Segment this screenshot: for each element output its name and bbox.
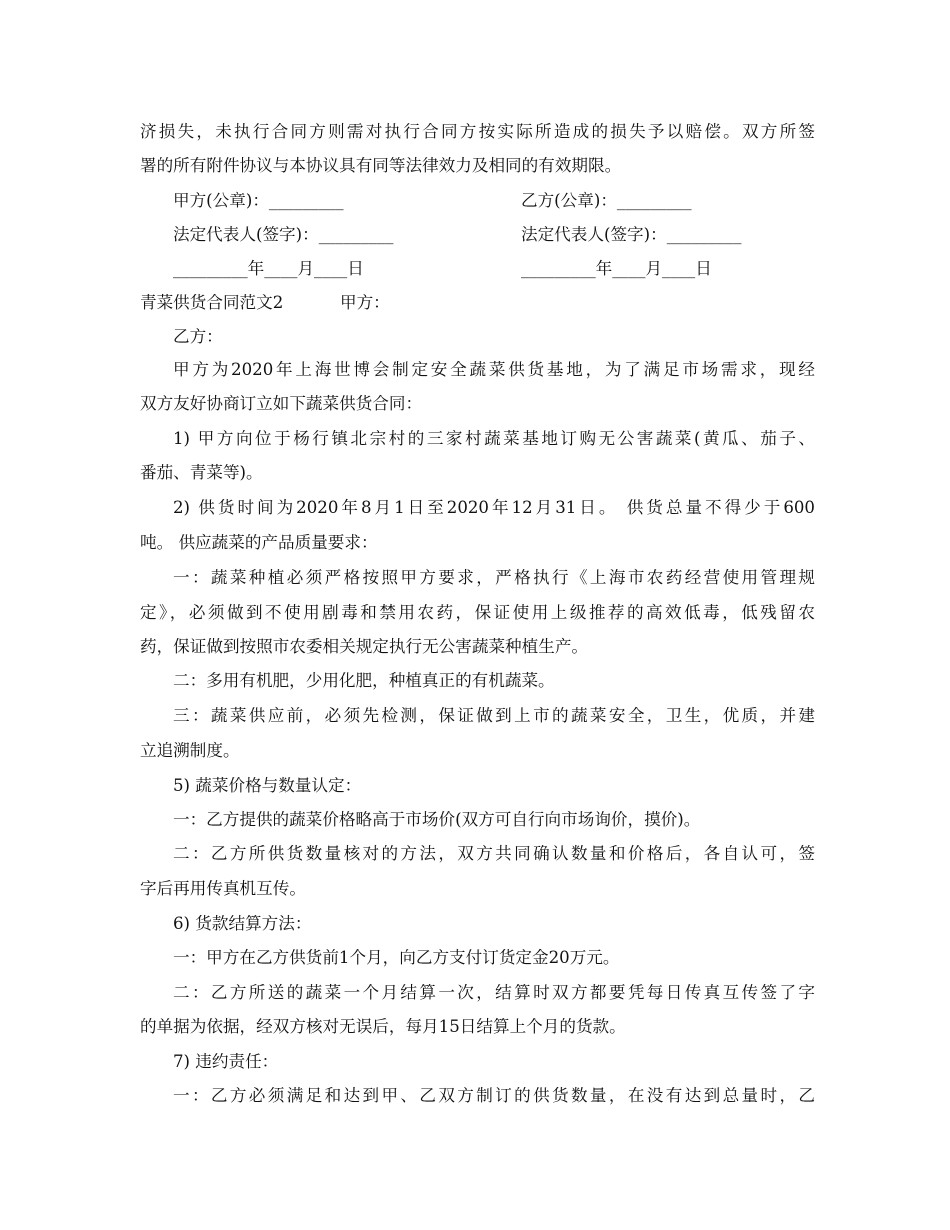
party-b-seal: 乙方(公章)：_________ (521, 191, 692, 210)
party-a-seal: 甲方(公章)：_________ (173, 191, 344, 210)
paragraph-line: 的单据为依据，经双方核对无误后，每月15日结算上个月的货款。 (140, 1017, 626, 1036)
party-b-representative: 法定代表人(签字)：_________ (521, 225, 742, 244)
text-line: 署的所有附件协议与本协议具有同等法律效力及相同的有效期限。 (140, 156, 622, 175)
text-line: 济损失，未执行合同方则需对执行合同方按实际所造成的损失予以赔偿。双方所签 (140, 122, 815, 141)
paragraph-line: 立追溯制度。 (140, 741, 240, 760)
paragraph-line: 一：乙方提供的蔬菜价格略高于市场价(双方可自行向市场询价，摸价)。 (173, 810, 701, 829)
paragraph-line: 6) 货款结算方法： (173, 914, 312, 933)
paragraph-line: 7) 违约责任： (173, 1052, 279, 1071)
party-b-label: 乙方： (173, 327, 223, 346)
paragraph-line: 甲方为2020年上海世博会制定安全蔬菜供货基地，为了满足市场需求，现经 (173, 360, 815, 379)
paragraph-line: 三：蔬菜供应前，必须先检测，保证做到上市的蔬菜安全，卫生，优质，并建 (173, 706, 815, 725)
paragraph-line: 药，保证做到按照市农委相关规定执行无公害蔬菜种植生产。 (140, 637, 589, 656)
paragraph-line: 二：乙方所送的蔬菜一个月结算一次，结算时双方都要凭每日传真互传签了字 (173, 983, 815, 1002)
party-a-label: 甲方： (340, 293, 390, 312)
paragraph-line: 定》，必须做到不使用剧毒和禁用农药，保证使用上级推荐的高效低毒，低残留农 (140, 603, 815, 622)
party-a-representative: 法定代表人(签字)：_________ (173, 225, 394, 244)
paragraph-line: 二：多用有机肥，少用化肥，种植真正的有机蔬菜。 (173, 671, 555, 690)
paragraph-line: 5) 蔬菜价格与数量认定： (173, 776, 362, 795)
paragraph-line: 字后再用传真机互传。 (140, 879, 306, 898)
paragraph-line: 一：蔬菜种植必须严格按照甲方要求，严格执行《上海市农药经营使用管理规 (173, 568, 815, 587)
paragraph-line: 1) 甲方向位于杨行镇北宗村的三家村蔬菜基地订购无公害蔬菜(黄瓜、茄子、 (173, 429, 815, 448)
paragraph-line: 2) 供货时间为2020年8月1日至2020年12月31日。 供货总量不得少于600 (173, 498, 815, 517)
party-b-date: _________年____月____日 (521, 259, 712, 278)
paragraph-line: 一：乙方必须满足和达到甲、乙双方制订的供货数量，在没有达到总量时，乙 (173, 1086, 815, 1105)
section-heading: 青菜供货合同范文2 (140, 293, 284, 312)
paragraph-line: 一：甲方在乙方供货前1个月，向乙方支付订货定金20万元。 (173, 948, 620, 967)
party-a-date: _________年____月____日 (173, 259, 364, 278)
paragraph-line: 双方友好协商订立如下蔬菜供货合同： (140, 394, 423, 413)
paragraph-line: 吨。 供应蔬菜的产品质量要求： (140, 533, 378, 552)
paragraph-line: 番茄、青菜等)。 (140, 463, 263, 482)
paragraph-line: 二：乙方所供货数量核对的方法，双方共同确认数量和价格后，各自认可，签 (173, 844, 815, 863)
